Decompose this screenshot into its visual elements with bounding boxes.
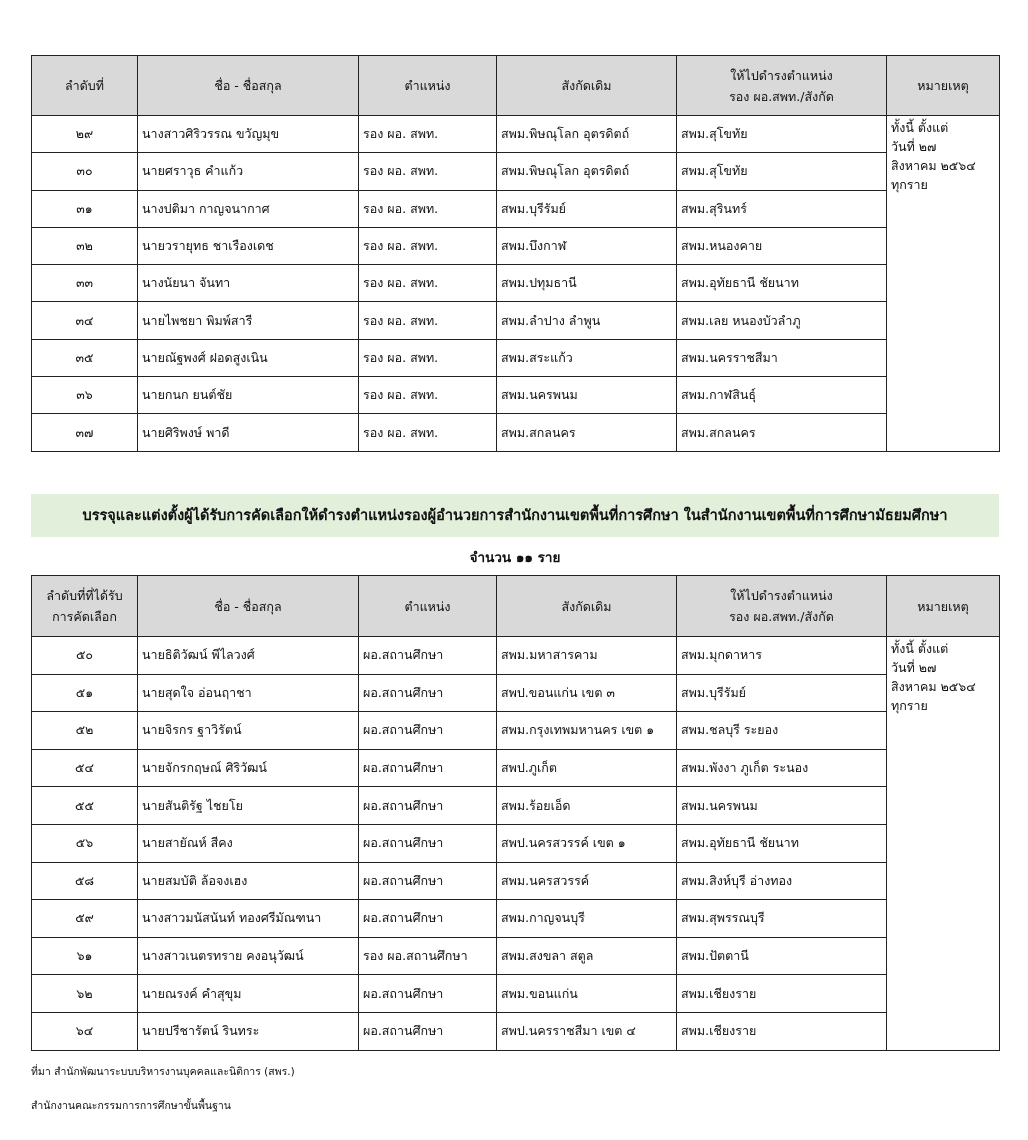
row-position: ผอ.สถานศึกษา (359, 975, 497, 1013)
table-row (32, 749, 1000, 787)
row-new-unit: สพม.อุทัยธานี ชัยนาท (677, 824, 887, 862)
row-position: รอง ผอ. สพท. (359, 414, 497, 451)
table-row (32, 674, 1000, 712)
row-number: ๕๖ (32, 824, 138, 862)
table-row (32, 937, 1000, 975)
row-original-unit: สพม.นครพนม (497, 377, 677, 414)
row-position: รอง ผอ.สถานศึกษา (359, 937, 497, 975)
row-name: นายธิติวัฒน์ พีไลวงศ์ (138, 637, 359, 675)
row-position: รอง ผอ. สพท. (359, 190, 497, 227)
table-row (32, 265, 1000, 302)
header-no: ลำดับที่ (32, 56, 138, 116)
row-name: นายไพชยา พิมพ์สารี (138, 302, 359, 339)
table-header-row (32, 576, 1000, 637)
row-name: นายสุดใจ อ่อนฤาชา (138, 674, 359, 712)
table-row (32, 339, 1000, 376)
table-header-row (32, 56, 1000, 116)
row-position: ผอ.สถานศึกษา (359, 674, 497, 712)
row-new-unit: สพม.สิงห์บุรี อ่างทอง (677, 862, 887, 900)
row-name: นายสันติรัฐ ไชยโย (138, 787, 359, 825)
row-number: ๕๙ (32, 900, 138, 938)
appointment-table-1 (31, 55, 1000, 452)
row-position: รอง ผอ. สพท. (359, 265, 497, 302)
row-name: นางสาวศิริวรรณ ขวัญมุข (138, 116, 359, 153)
table-row (32, 787, 1000, 825)
row-number: ๕๘ (32, 862, 138, 900)
remark-line: ทุกราย (891, 698, 928, 713)
row-new-unit: สพม.นครราชสีมา (677, 339, 887, 376)
table-row (32, 377, 1000, 414)
header-new-position-line2: รอง ผอ.สพท./สังกัด (729, 88, 834, 104)
row-position: ผอ.สถานศึกษา (359, 824, 497, 862)
header-selection-no (32, 576, 138, 637)
row-new-unit: สพม.กาฬสินธุ์ (677, 377, 887, 414)
row-number: ๓๑ (32, 190, 138, 227)
table-row (32, 900, 1000, 938)
row-number: ๕๕ (32, 787, 138, 825)
row-new-unit: สพม.บุรีรัมย์ (677, 674, 887, 712)
row-number: ๖๑ (32, 937, 138, 975)
remark-line: สิงหาคม ๒๕๖๔ (891, 679, 976, 694)
row-original-unit: สพม.พิษณุโลก อุตรดิตถ์ (497, 116, 677, 153)
row-new-unit: สพม.เชียงราย (677, 975, 887, 1013)
row-name: นางปติมา กาญจนากาศ (138, 190, 359, 227)
row-original-unit: สพม.กาญจนบุรี (497, 900, 677, 938)
table-row (32, 414, 1000, 451)
header-selection-no-line2: การคัดเลือก (52, 609, 117, 624)
row-original-unit: สพป.นครสวรรค์ เขต ๑ (497, 824, 677, 862)
row-new-unit: สพม.ปัตตานี (677, 937, 887, 975)
remark-line: ทั้งนี้ ตั้งแต่ (891, 120, 949, 135)
table-row (32, 116, 1000, 153)
row-name: นายปรีชารัตน์ รินทระ (138, 1012, 359, 1050)
row-number: ๓๕ (32, 339, 138, 376)
row-new-unit: สพม.สกลนคร (677, 414, 887, 451)
row-name: นางสาวเนตรทราย คงอนุวัฒน์ (138, 937, 359, 975)
appointment-table-2 (31, 575, 1000, 1051)
row-new-unit: สพม.เลย หนองบัวลำภู (677, 302, 887, 339)
organization-note: สำนักงานคณะกรรมการการศึกษาขั้นพื้นฐาน (31, 1100, 231, 1112)
row-new-unit: สพม.อุทัยธานี ชัยนาท (677, 265, 887, 302)
row-new-unit: สพม.นครพนม (677, 787, 887, 825)
row-new-unit: สพม.สุโขทัย (677, 153, 887, 190)
row-position: ผอ.สถานศึกษา (359, 1012, 497, 1050)
row-number: ๖๒ (32, 975, 138, 1013)
table-row (32, 153, 1000, 190)
row-original-unit: สพม.กรุงเทพมหานคร เขต ๑ (497, 712, 677, 750)
table-row (32, 975, 1000, 1013)
row-new-unit: สพม.สุโขทัย (677, 116, 887, 153)
row-original-unit: สพม.สกลนคร (497, 414, 677, 451)
row-name: นางนัยนา จันทา (138, 265, 359, 302)
table-row (32, 824, 1000, 862)
row-number: ๕๑ (32, 674, 138, 712)
row-position: ผอ.สถานศึกษา (359, 862, 497, 900)
header-position: ตำแหน่ง (359, 56, 497, 116)
row-original-unit: สพป.ขอนแก่น เขต ๓ (497, 674, 677, 712)
header-new-position (677, 56, 887, 116)
row-original-unit: สพม.พิษณุโลก อุตรดิตถ์ (497, 153, 677, 190)
row-new-unit: สพม.มุกดาหาร (677, 637, 887, 675)
header-new-position-line1: ให้ไปดำรงตำแหน่ง (730, 67, 833, 83)
row-original-unit: สพป.นครราชสีมา เขต ๔ (497, 1012, 677, 1050)
header-name: ชื่อ - ชื่อสกุล (138, 56, 359, 116)
row-number: ๓๒ (32, 227, 138, 264)
row-original-unit: สพม.ร้อยเอ็ด (497, 787, 677, 825)
row-original-unit: สพม.ปทุมธานี (497, 265, 677, 302)
header-new-position (677, 576, 887, 637)
row-original-unit: สพป.ภูเก็ต (497, 749, 677, 787)
row-number: ๓๖ (32, 377, 138, 414)
row-number: ๓๓ (32, 265, 138, 302)
row-number: ๓๔ (32, 302, 138, 339)
row-new-unit: สพม.สุพรรณบุรี (677, 900, 887, 938)
header-position: ตำแหน่ง (359, 576, 497, 637)
table-row (32, 227, 1000, 264)
remark-line: วันที่ ๒๗ (891, 660, 937, 675)
row-number: ๕๔ (32, 749, 138, 787)
row-position: รอง ผอ. สพท. (359, 116, 497, 153)
table-row (32, 190, 1000, 227)
row-name: นายณรงค์ คำสุขุม (138, 975, 359, 1013)
row-original-unit: สพม.นครสวรรค์ (497, 862, 677, 900)
header-new-position-line2: รอง ผอ.สพท./สังกัด (729, 609, 834, 624)
row-original-unit: สพม.สระแก้ว (497, 339, 677, 376)
row-number: ๓๐ (32, 153, 138, 190)
section-title: บรรจุและแต่งตั้งผู้ได้รับการคัดเลือกให้ดำรงตำแหน่งรองผู้อำนวยการสำนักงานเขตพื้นที่การศึกษา ในสำนักงานเขตพื้นที่การศึกษามัธยมศึกษา (82, 508, 948, 524)
row-new-unit: สพม.พังงา ภูเก็ต ระนอง (677, 749, 887, 787)
remark-line: สิงหาคม ๒๕๖๔ (891, 158, 976, 173)
row-position: รอง ผอ. สพท. (359, 227, 497, 264)
row-position: รอง ผอ. สพท. (359, 302, 497, 339)
row-name: นายศราวุธ คำแก้ว (138, 153, 359, 190)
row-position: ผอ.สถานศึกษา (359, 637, 497, 675)
table-row (32, 712, 1000, 750)
row-position: ผอ.สถานศึกษา (359, 749, 497, 787)
remark-line: ทั้งนี้ ตั้งแต่ (891, 641, 949, 656)
row-original-unit: สพม.ลำปาง ลำพูน (497, 302, 677, 339)
row-name: นายจิรกร ฐาวิรัตน์ (138, 712, 359, 750)
table-row (32, 637, 1000, 675)
row-new-unit: สพม.หนองคาย (677, 227, 887, 264)
row-position: ผอ.สถานศึกษา (359, 900, 497, 938)
row-name: นายวรายุทธ ชาเรืองเดช (138, 227, 359, 264)
row-name: นายกนก ยนต์ชัย (138, 377, 359, 414)
row-original-unit: สพม.สงขลา สตูล (497, 937, 677, 975)
header-selection-no-line1: ลำดับที่ที่ได้รับ (46, 588, 123, 603)
header-remark: หมายเหตุ (887, 56, 1000, 116)
row-name: นางสาวมนัสนันท์ ทองศรีมัณฑนา (138, 900, 359, 938)
row-position: รอง ผอ. สพท. (359, 339, 497, 376)
remark-cell (887, 116, 1000, 452)
header-original-unit: สังกัดเดิม (497, 576, 677, 637)
header-new-position-line1: ให้ไปดำรงตำแหน่ง (730, 588, 833, 603)
row-new-unit: สพม.เชียงราย (677, 1012, 887, 1050)
section-banner (31, 494, 999, 537)
row-number: ๓๗ (32, 414, 138, 451)
remark-cell (887, 637, 1000, 1051)
row-new-unit: สพม.สุรินทร์ (677, 190, 887, 227)
row-position: ผอ.สถานศึกษา (359, 712, 497, 750)
row-original-unit: สพม.มหาสารคาม (497, 637, 677, 675)
header-original-unit: สังกัดเดิม (497, 56, 677, 116)
row-number: ๕๐ (32, 637, 138, 675)
row-name: นายจักรกฤษณ์ ศิริวัฒน์ (138, 749, 359, 787)
header-name: ชื่อ - ชื่อสกุล (138, 576, 359, 637)
row-position: รอง ผอ. สพท. (359, 153, 497, 190)
row-original-unit: สพม.บึงกาฬ (497, 227, 677, 264)
row-number: ๖๔ (32, 1012, 138, 1050)
row-number: ๕๒ (32, 712, 138, 750)
row-new-unit: สพม.ชลบุรี ระยอง (677, 712, 887, 750)
row-position: รอง ผอ. สพท. (359, 377, 497, 414)
header-remark: หมายเหตุ (887, 576, 1000, 637)
remark-line: วันที่ ๒๗ (891, 139, 937, 154)
row-position: ผอ.สถานศึกษา (359, 787, 497, 825)
row-number: ๒๙ (32, 116, 138, 153)
table-row (32, 302, 1000, 339)
remark-line: ทุกราย (891, 177, 928, 192)
source-note: ที่มา สำนักพัฒนาระบบบริหารงานบุคคลและนิติการ (สพร.) (31, 1066, 295, 1078)
table-row (32, 1012, 1000, 1050)
row-original-unit: สพม.ขอนแก่น (497, 975, 677, 1013)
row-original-unit: สพม.บุรีรัมย์ (497, 190, 677, 227)
row-name: นายสมบัติ ล้อจงเฮง (138, 862, 359, 900)
table-row (32, 862, 1000, 900)
row-name: นายศิริพงษ์ พาดี (138, 414, 359, 451)
row-name: นายณัฐพงศ์ ฝอดสูงเนิน (138, 339, 359, 376)
section-count: จำนวน ๑๑ ราย (469, 550, 561, 566)
row-name: นายสายัณห์ สีคง (138, 824, 359, 862)
